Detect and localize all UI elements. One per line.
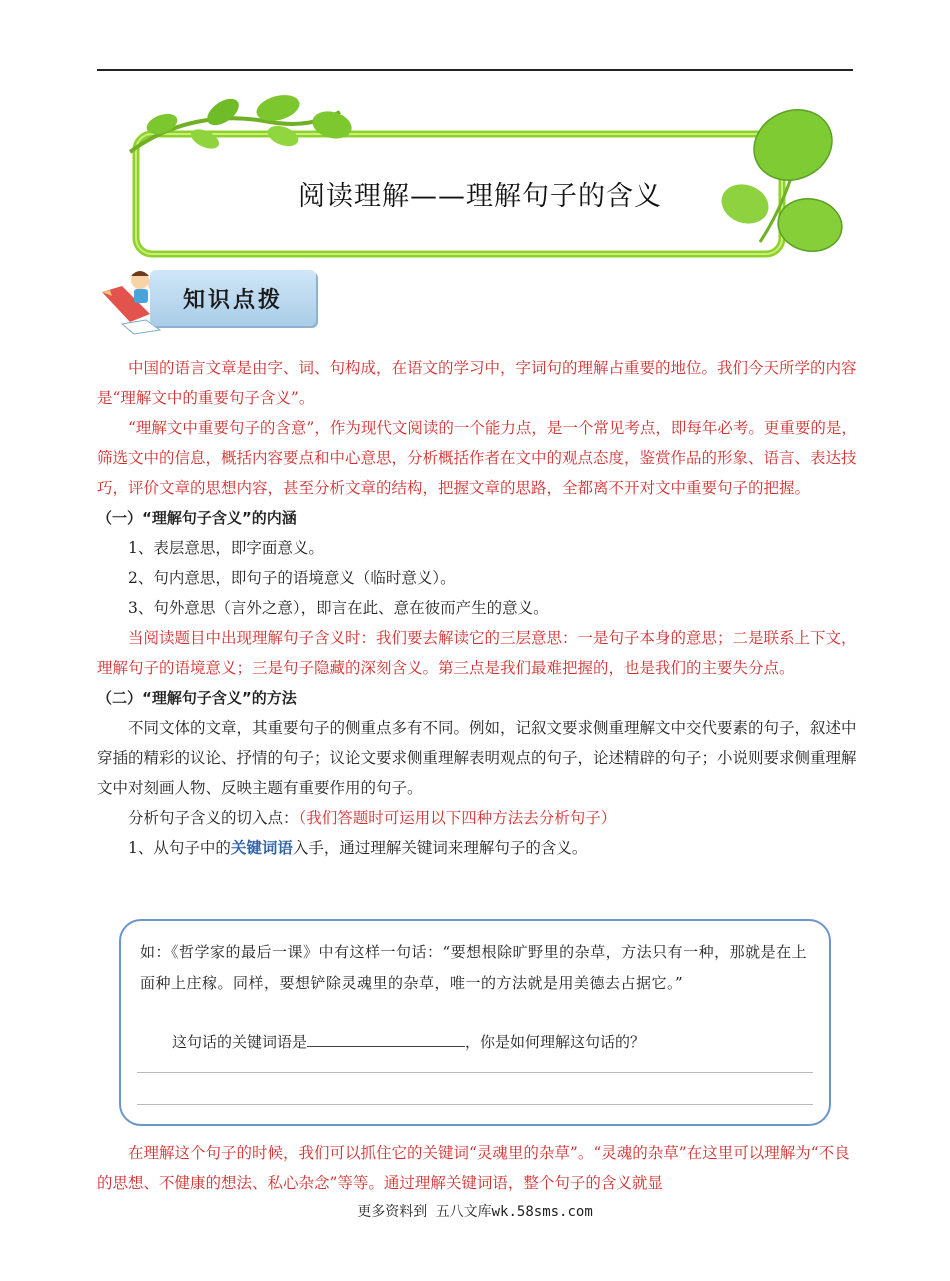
footer-source: 更多资料到 五八文库wk.58sms.com bbox=[357, 1204, 593, 1220]
method-1-prefix: 1、从句子中的 bbox=[128, 839, 231, 857]
method-1-suffix: 入手，通过理解关键词来理解句子的含义。 bbox=[292, 839, 588, 857]
method-1-keyword: 关键词语 bbox=[230, 838, 293, 857]
example-question-suffix: ，你是如何理解这句话的？ bbox=[465, 1033, 646, 1051]
example-question-prefix: 这句话的关键词语是 bbox=[172, 1033, 308, 1051]
keyword-answer-blank[interactable] bbox=[307, 1028, 465, 1047]
section-1-heading: （一）“理解句子含义”的内涵 bbox=[97, 509, 297, 527]
section-1-item-3: 3、句外意思（言外之意），即言在此、意在彼而产生的意义。 bbox=[128, 599, 549, 617]
answer-line-1[interactable] bbox=[137, 1072, 813, 1073]
section-2-heading: （二）“理解句子含义”的方法 bbox=[97, 689, 297, 707]
explanation-section bbox=[97, 1138, 857, 1198]
example-box bbox=[119, 919, 831, 1126]
explanation-paragraph: 在理解这个句子的时候，我们可以抓住它的关键词“灵魂里的杂草”。“灵魂的杂草”在这里可以理解为“不良的思想、不健康的想法、私心杂念”等等。通过理解关键词语，整个句子的含义就显 bbox=[97, 1144, 850, 1192]
section-2-paragraph: 不同文体的文章，其重要句子的侧重点多有不同。例如，记叙文要求侧重理解文中交代要素的句子，叙述中穿插的精彩的议论、抒情的句子；议论文要求侧重理解表明观点的句子，论述精辟的句子；小说则要求侧重理解文中对刻画人物、反映主题有重要作用的句子。 bbox=[97, 719, 857, 797]
section-1-item-2: 2、句内意思，即句子的语境意义（临时意义）。 bbox=[128, 569, 456, 587]
top-rule bbox=[97, 69, 853, 71]
leaf-left-icon bbox=[144, 92, 355, 153]
example-question bbox=[172, 1027, 645, 1057]
answer-line-2[interactable] bbox=[137, 1104, 813, 1105]
entry-point-prefix: 分析句子含义的切入点： bbox=[128, 809, 299, 827]
badge-label: 知识点拨 bbox=[183, 288, 284, 313]
page-title: 阅读理解——理解句子的含义 bbox=[298, 181, 662, 212]
section-1-note: 当阅读题目中出现理解句子含义时：我们要去解读它的三层意思：一是句子本身的意思；二是联系上下文，理解句子的语境意义；三是句子隐藏的深刻含义。第三点是我们最难把握的，也是我们的主要失分点。 bbox=[97, 629, 857, 677]
section-badge bbox=[100, 262, 322, 338]
entry-point-note: （我们答题时可运用以下四种方法去分析句子） bbox=[298, 809, 617, 827]
section-1-item-1: 1、表层意思，即字面意义。 bbox=[128, 539, 324, 557]
title-banner bbox=[100, 92, 860, 282]
method-1-line bbox=[97, 833, 857, 863]
main-content bbox=[97, 353, 857, 863]
intro-paragraph-2: “理解文中重要句子的含意”，作为现代文阅读的一个能力点，是一个常见考点，即每年必考。更重要的是，筛选文中的信息，概括内容要点和中心意思，分析概括作者在文中的观点态度，鉴赏作品的形象、语言、表达技巧，评价文章的思想内容，甚至分析文章的结构，把握文章的思路，全都离不开对文中重要句子的把握。 bbox=[97, 419, 857, 497]
intro-paragraph-1: 中国的语言文章是由字、词、句构成，在语文的学习中，字词句的理解占重要的地位。我们今天所学的内容是“理解文中的重要句子含义”。 bbox=[97, 359, 857, 407]
example-text: 如：《哲学家的最后一课》中有这样一句话：“要想根除旷野里的杂草，方法只有一种，那就是在上面种上庄稼。同样，要想铲除灵魂里的杂草，唯一的方法就是用美德去占据它。” bbox=[140, 943, 808, 992]
entry-point-line bbox=[97, 803, 857, 833]
